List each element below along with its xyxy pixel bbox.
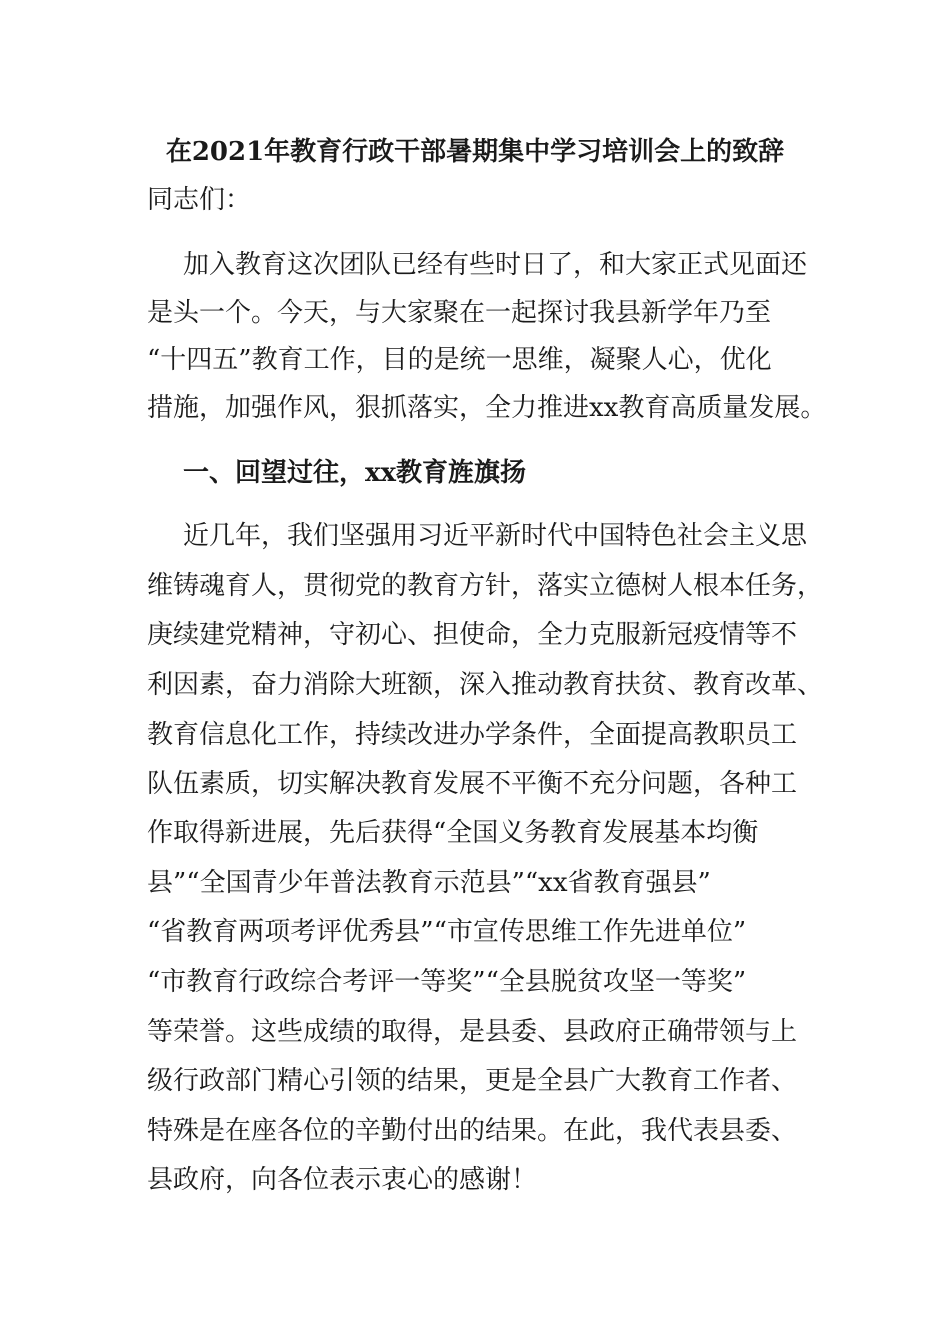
text-line: 维铸魂育人，贯彻党的教育方针，落实立德树人根本任务， bbox=[147, 571, 824, 601]
text-line: 近几年，我们坚强用习近平新时代中国特色社会主义思 bbox=[183, 521, 808, 551]
greeting: 同志们： bbox=[147, 185, 252, 215]
text-line: 作取得新进展，先后获得“全国义务教育发展基本均衡 bbox=[147, 818, 759, 848]
text-line: 利因素，奋力消除大班额，深入推动教育扶贫、教育改革、 bbox=[147, 670, 824, 700]
text-line: “十四五”教育工作，目的是统一思维，凝聚人心，优化 bbox=[147, 345, 772, 375]
text-line: 县”“全国青少年普法教育示范县”“xx省教育强县” bbox=[147, 868, 711, 898]
section-heading: 一、回望过往，xx教育旌旗扬 bbox=[183, 458, 527, 488]
text-line: “省教育两项考评优秀县”“市宣传思维工作先进单位” bbox=[147, 917, 747, 947]
text-line: 级行政部门精心引领的结果，更是全县广大教育工作者、 bbox=[147, 1066, 798, 1096]
text-line: 加入教育这次团队已经有些时日了，和大家正式见面还 bbox=[183, 250, 808, 280]
text-line: 队伍素质，切实解决教育发展不平衡不充分问题，各种工 bbox=[147, 769, 798, 799]
text-line: “市教育行政综合考评一等奖”“全县脱贫攻坚一等奖” bbox=[147, 967, 747, 997]
text-line: 是头一个。今天，与大家聚在一起探讨我县新学年乃至 bbox=[147, 298, 772, 328]
text-line: 县政府，向各位表示衷心的感谢！ bbox=[147, 1165, 538, 1195]
text-line: 庚续建党精神，守初心、担使命，全力克服新冠疫情等不 bbox=[147, 620, 798, 650]
text-line: 教育信息化工作，持续改进办学条件，全面提高教职员工 bbox=[147, 720, 798, 750]
document-title: 在2021年教育行政干部暑期集中学习培训会上的致辞 bbox=[165, 137, 785, 167]
text-line: 特殊是在座各位的辛勤付出的结果。在此，我代表县委、 bbox=[147, 1116, 798, 1146]
text-line: 等荣誉。这些成绩的取得，是县委、县政府正确带领与上 bbox=[147, 1017, 798, 1047]
text-line: 措施，加强作风，狠抓落实，全力推进xx教育高质量发展。 bbox=[147, 393, 827, 423]
